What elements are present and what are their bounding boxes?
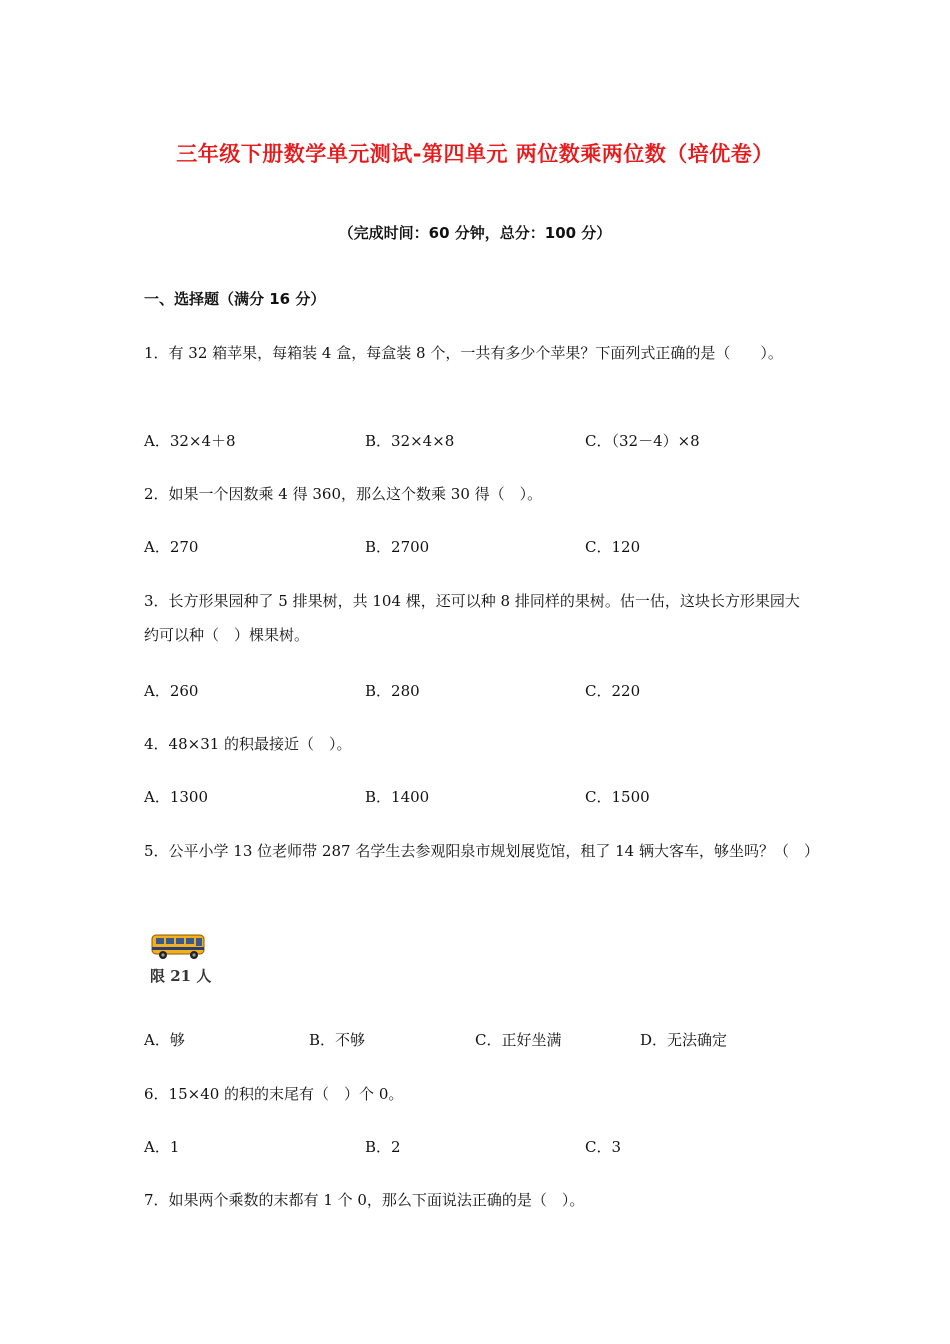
option-c[interactable]: C．3 xyxy=(585,1138,622,1156)
option-b[interactable]: B．1400 xyxy=(365,788,430,806)
option-a[interactable]: A．32×4＋8 xyxy=(144,432,236,450)
page-title: 三年级下册数学单元测试-第四单元 两位数乘两位数（培优卷） xyxy=(176,142,774,166)
option-a[interactable]: A．1300 xyxy=(144,788,209,806)
question-2: 2．如果一个因数乘 4 得 360，那么这个数乘 30 得（ ）。 xyxy=(144,485,543,503)
option-c[interactable]: C．（32－4）×8 xyxy=(585,432,700,450)
option-c[interactable]: C．220 xyxy=(585,682,641,700)
option-c[interactable]: C．120 xyxy=(585,538,641,556)
question-5: 5．公平小学 13 位老师带 287 名学生去参观阳泉市规划展览馆，租了 14 辆大客车，够坐吗？（ ） xyxy=(144,842,819,860)
option-b[interactable]: B．2 xyxy=(365,1138,401,1156)
bus-icon xyxy=(150,932,208,962)
option-c[interactable]: C．1500 xyxy=(585,788,650,806)
option-b[interactable]: B．2700 xyxy=(365,538,430,556)
option-a[interactable]: A．1 xyxy=(144,1138,180,1156)
question-4: 4．48×31 的积最接近（ ）。 xyxy=(144,735,352,753)
section-heading: 一、选择题（满分 16 分） xyxy=(144,290,326,308)
question-5-options xyxy=(144,1029,824,1053)
question-6: 6．15×40 的积的末尾有（ ）个 0。 xyxy=(144,1085,404,1103)
option-a[interactable]: A．260 xyxy=(144,682,199,700)
question-1: 1．有 32 箱苹果，每箱装 4 盒，每盒装 8 个，一共有多少个苹果？下面列式正确的是（ ）。 xyxy=(144,344,783,362)
question-1-options xyxy=(144,430,824,454)
bus-capacity-label: 限 21 人 xyxy=(150,967,212,985)
question-4-options xyxy=(144,786,824,810)
option-b[interactable]: B．280 xyxy=(365,682,420,700)
option-d[interactable]: D．无法确定 xyxy=(640,1031,728,1049)
question-2-options xyxy=(144,536,824,560)
option-b[interactable]: B．不够 xyxy=(309,1031,366,1049)
question-6-options xyxy=(144,1136,824,1160)
exam-info: （完成时间：60 分钟，总分：100 分） xyxy=(338,224,612,242)
option-a[interactable]: A．够 xyxy=(144,1031,185,1049)
question-3: 3．长方形果园种了 5 排果树，共 104 棵，还可以种 8 排同样的果树。估一估，这块长方形果园大约可以种（ ）棵果树。 xyxy=(144,592,800,644)
option-b[interactable]: B．32×4×8 xyxy=(365,432,455,450)
question-3-options xyxy=(144,680,824,704)
option-a[interactable]: A．270 xyxy=(144,538,199,556)
question-7: 7．如果两个乘数的末都有 1 个 0，那么下面说法正确的是（ ）。 xyxy=(144,1191,585,1209)
option-c[interactable]: C．正好坐满 xyxy=(475,1031,562,1049)
